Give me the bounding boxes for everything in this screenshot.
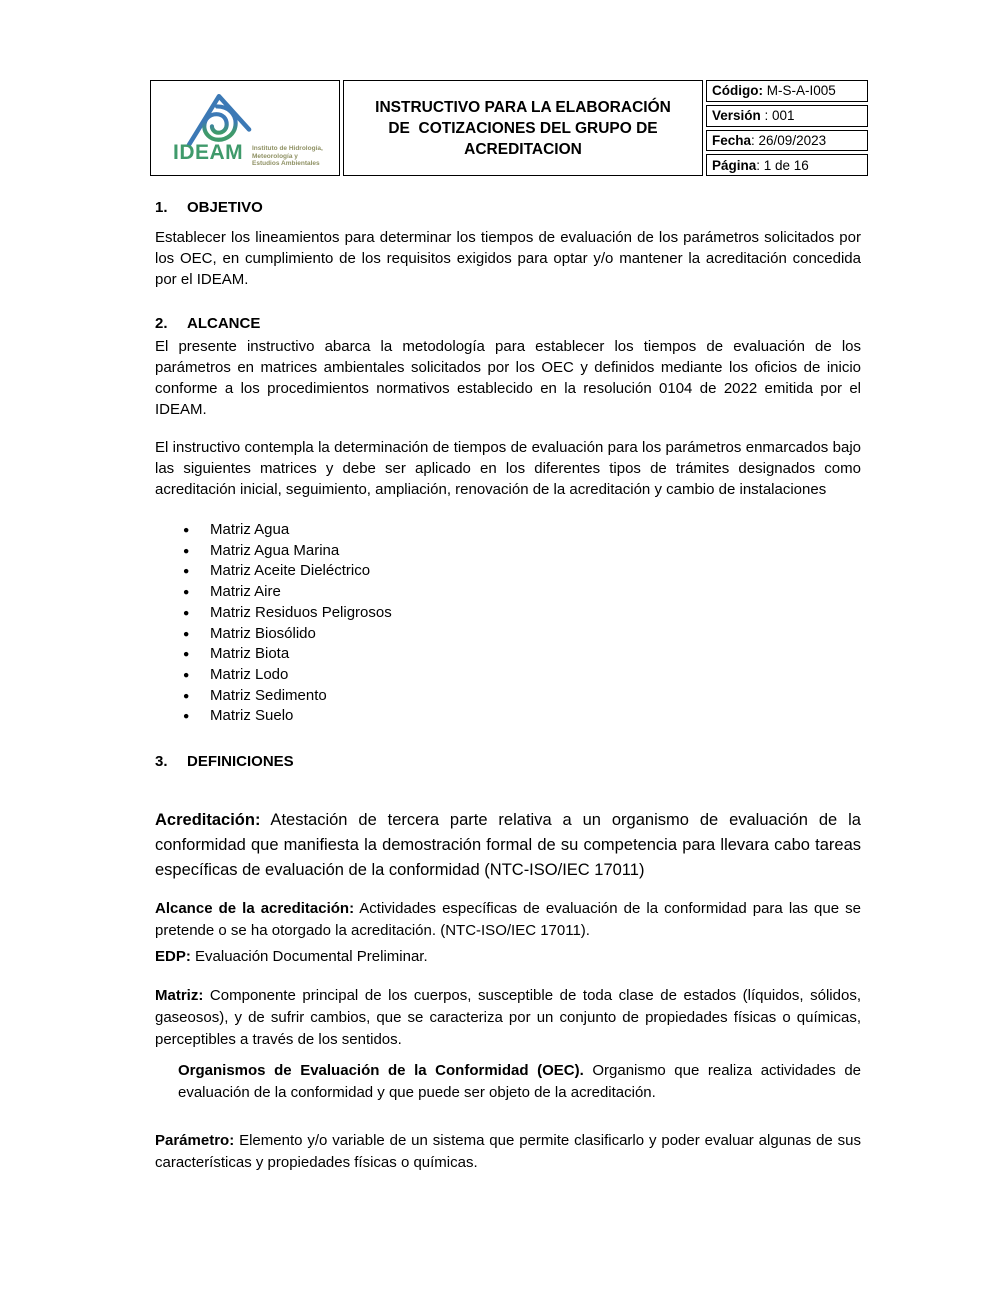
list-item [183, 706, 861, 727]
list-item-label: Matriz Aceite Dieléctrico [210, 562, 371, 580]
bullet-icon: ● [183, 668, 190, 681]
section-heading-objetivo [155, 198, 861, 218]
document-title [343, 80, 703, 176]
section-heading-label: ALCANCE [187, 315, 261, 332]
definition-term: Organismos de Evaluación de la Conformidad (OEC). [178, 1062, 584, 1080]
definition-text: Componente principal de los cuerpos, susceptible de toda clase de estados (líquidos, sólidos, gaseosos), y de sufrir cambios, que se caracteriza por un conjunto de propiedades físicas o químicas, perceptibles a través de los sentidos. [155, 987, 861, 1049]
meta-label: Código: [712, 83, 763, 99]
list-item [183, 686, 861, 707]
meta-pagina [706, 154, 868, 176]
section-number: 3. [155, 753, 168, 771]
definition-parametro [155, 1130, 861, 1174]
mountain-icon [189, 96, 249, 145]
section-heading-label: DEFINICIONES [187, 753, 294, 771]
list-item [183, 624, 861, 645]
bullet-icon: ● [183, 565, 190, 578]
meta-codigo [706, 80, 868, 102]
bullet-icon: ● [183, 689, 190, 702]
list-item-label: Matriz Lodo [210, 665, 289, 683]
logo-subtitle-line: Estudios Ambientales [252, 160, 320, 167]
section-number: 1. [155, 199, 168, 216]
list-item [183, 665, 861, 686]
definition-text: Actividades específicas de evaluación de la conformidad para las que se pretende o se ha otorgado la acreditación. (NTC-ISO/IEC 17011). [155, 900, 861, 940]
definition-edp [155, 946, 861, 968]
section-number: 2. [155, 315, 168, 332]
definition-alcance-acreditacion [155, 898, 861, 942]
section-heading-alcance [155, 314, 861, 334]
alcance-paragraph-2: El instructivo contempla la determinación de tiempos de evaluación para los parámetros enmarcados bajo las siguientes matrices y debe ser aplicado en los diferentes tipos de trámites designados como acreditación inicial, seguimiento, ampliación, renovación de la acreditación y cambio de instalaciones [155, 439, 861, 498]
bullet-icon: ● [183, 606, 190, 619]
section-heading-definiciones [155, 752, 861, 772]
list-item-label: Matriz Sedimento [210, 686, 327, 704]
logo-subtitle-line: Instituto de Hidrología, [252, 145, 323, 152]
section-heading-label: OBJETIVO [187, 199, 263, 216]
document-body [155, 198, 861, 1174]
meta-fecha [706, 130, 868, 152]
alcance-paragraph-1: El presente instructivo abarca la metodología para establecer los tiempos de evaluación de los parámetros en matrices ambientales solicitados por los OEC y definidos mediante los oficios de inicio conforme a los procedimientos normativos establecido en la resolución 0104 de 2022 emitida por el IDEAM. [155, 338, 861, 418]
document-title-line: INSTRUCTIVO PARA LA ELABORACIÓN [375, 98, 671, 116]
meta-value: : 1 de 16 [756, 157, 809, 173]
list-item-label: Matriz Agua [210, 521, 290, 538]
definition-acreditacion [155, 808, 861, 883]
list-item-label: Matriz Biosólido [210, 624, 316, 642]
definition-term: EDP: [155, 948, 191, 966]
meta-label: Fecha [712, 132, 752, 148]
definition-term: Matriz: [155, 987, 204, 1005]
definition-text: Organismo que realiza actividades de evaluación de la conformidad y que puede ser objeto de la acreditación. [178, 1062, 862, 1102]
ideam-logo [151, 81, 339, 175]
list-item [183, 603, 861, 624]
definition-term: Alcance de la acreditación: [155, 900, 355, 918]
definition-text: Atestación de tercera parte relativa a un organismo de evaluación de la conformidad que manifiesta la demostración formal de su competencia para llevara cabo tareas específicas de evaluación de la conformidad (NTC-ISO/IEC 17011) [155, 811, 861, 880]
matrices-list [183, 520, 861, 727]
meta-version [706, 105, 868, 127]
list-item-label: Matriz Biota [210, 645, 290, 663]
meta-value: M-S-A-I005 [762, 83, 836, 99]
objetivo-paragraph: Establecer los lineamientos para determinar los tiempos de evaluación de los parámetros solicitados por los OEC, en cumplimiento de los requisitos exigidos para optar y/o mantener la acreditación concedida por el IDEAM. [155, 229, 861, 288]
logo-subtitle-line: Meteorología y [252, 152, 298, 160]
bullet-icon: ● [183, 648, 190, 661]
bullet-icon: ● [183, 627, 190, 640]
logo-acronym: IDEAM [173, 141, 244, 164]
bullet-icon: ● [183, 710, 190, 723]
meta-label: Versión [712, 108, 761, 124]
definition-term: Parámetro: [155, 1132, 235, 1150]
list-item-label: Matriz Aire [210, 583, 281, 601]
list-item [183, 582, 861, 603]
list-item [183, 644, 861, 665]
bullet-icon: ● [183, 524, 190, 536]
meta-value: : 26/09/2023 [751, 132, 827, 148]
definition-text: Evaluación Documental Preliminar. [190, 948, 428, 966]
logo-subtitle [252, 145, 323, 168]
meta-value: : 001 [760, 108, 795, 124]
list-item-label: Matriz Suelo [210, 707, 294, 725]
header-table [147, 77, 871, 179]
document-title-line: DE COTIZACIONES DEL GRUPO DE [388, 119, 658, 137]
bullet-icon: ● [183, 586, 190, 599]
definition-term: Acreditación: [155, 811, 261, 830]
meta-label: Página [712, 157, 757, 173]
definition-oec [178, 1060, 861, 1104]
definition-matriz [155, 985, 861, 1051]
document-title-line: ACREDITACION [464, 140, 582, 158]
list-item-label: Matriz Agua Marina [210, 541, 340, 559]
list-item [183, 520, 861, 541]
bullet-icon: ● [183, 544, 190, 557]
list-item [183, 541, 861, 562]
list-item-label: Matriz Residuos Peligrosos [210, 603, 392, 621]
logo-cell [150, 80, 340, 176]
list-item [183, 561, 861, 582]
definition-text: Elemento y/o variable de un sistema que permite clasificarlo y poder evaluar algunas de sus características y propiedades físicas o químicas. [155, 1132, 861, 1172]
